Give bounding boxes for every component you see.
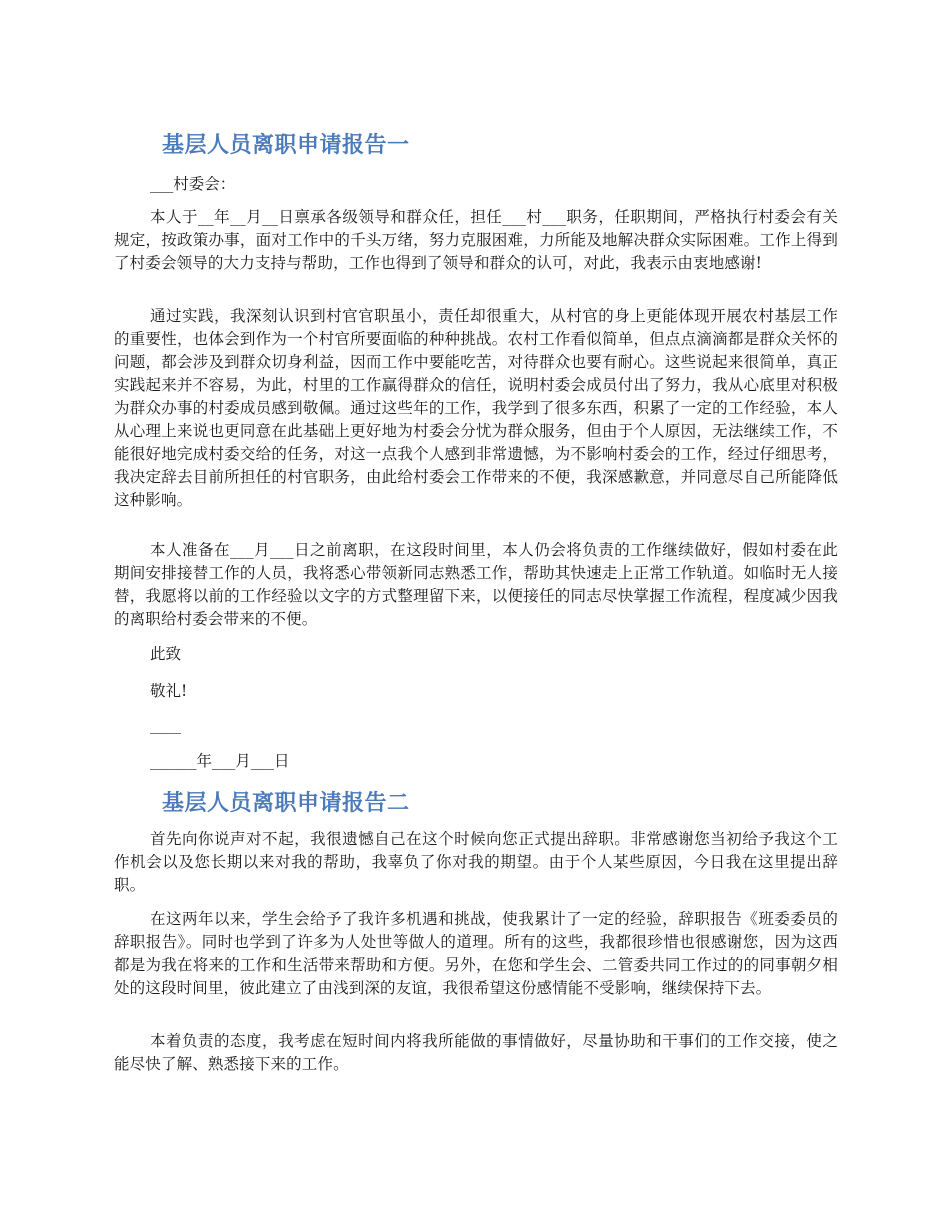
report-two-paragraph-1: 首先向你说声对不起，我很遗憾自己在这个时候向您正式提出辞职。非常感谢您当初给予我这个工作机会以及您长期以来对我的帮助，我辜负了你对我的期望。由于个人某些原因，今日我在这里提出辞职。 — [114, 830, 838, 894]
report-one-paragraph-2: 通过实践，我深刻认识到村官官职虽小，责任却很重大，从村官的身上更能体现开展农村基层工作的重要性，也体会到作为一个村官所要面临的种种挑战。农村工作看似简单，但点点滴滴都是群众关怀的问题，都会涉及到群众切身利益，因而工作中要能吃苦，对待群众也要有耐心。这些说起来很简单，真正实践起来并不容易，为此，村里的工作赢得群众的信任，说明村委会成员付出了努力，我从心底里对积极为群众办事的村委成员感到敬佩。通过这些年的工作，我学到了很多东西，积累了一定的工作经验，本人从心理上来说也更同意在此基础上更好地为村委会分忧为群众服务，但由于个人原因，无法继续工作，不能很好地完成村委交给的任务，对这一点我个人感到非常遗憾，为不影响村委会的工作，经过仔细思考，我决定辞去目前所担任的村官职务，由此给村委会工作带来的不便，我深感歉意，并同意尽自己所能降低这种影响。 — [114, 307, 838, 509]
report-one-paragraph-1: 本人于__年__月__日禀承各级领导和群众任，担任___村___职务，任职期间，严格执行村委会有关规定，按政策办事，面对工作中的千头万绪，努力克服困难，力所能及地解决群众实际困难。工作上得到了村委会领导的大力支持与帮助，工作也得到了领导和群众的认可，对此，我表示由衷地感谢! — [114, 208, 838, 272]
report-one-signature: ____ — [150, 716, 181, 734]
report-one-paragraph-3: 本人准备在___月___日之前离职，在这段时间里，本人仍会将负责的工作继续做好，假如村委在此期间安排接替工作的人员，我将悉心带领新同志熟悉工作，帮助其快速走上正常工作轨道。如临时无人接替，我愿将以前的工作经验以文字的方式整理留下来，以便接任的同志尽快掌握工作流程，程度减少因我的离职给村委会带来的不便。 — [114, 541, 838, 628]
report-one-regards: 敬礼! — [150, 682, 188, 700]
report-two-paragraph-2: 在这两年以来，学生会给予了我许多机遇和挑战，使我累计了一定的经验，辞职报告《班委委员的辞职报告》。同时也学到了许多为人处世等做人的道理。所有的这些，我都很珍惜也很感谢您，因为这西都是为我在将来的工作和生活带来帮助和方便。另外，在您和学生会、二管委共同工作过的的同事朝夕相处的这段时间里，彼此建立了由浅到深的友谊，我很希望这份感情能不受影响，继续保持下去。 — [114, 910, 838, 997]
report-one-date: ______年___月___日 — [150, 752, 290, 770]
report-one-salutation: ___村委会： — [150, 175, 236, 193]
report-one-title: 基层人员离职申请报告一 — [162, 133, 410, 158]
report-two-paragraph-3: 本着负责的态度，我考虑在短时间内将我所能做的事情做好，尽量协助和干事们的工作交接，使之能尽快了解、熟悉接下来的工作。 — [114, 1032, 838, 1073]
report-two-title: 基层人员离职申请报告二 — [162, 791, 410, 816]
report-one-closing: 此致 — [150, 645, 182, 663]
